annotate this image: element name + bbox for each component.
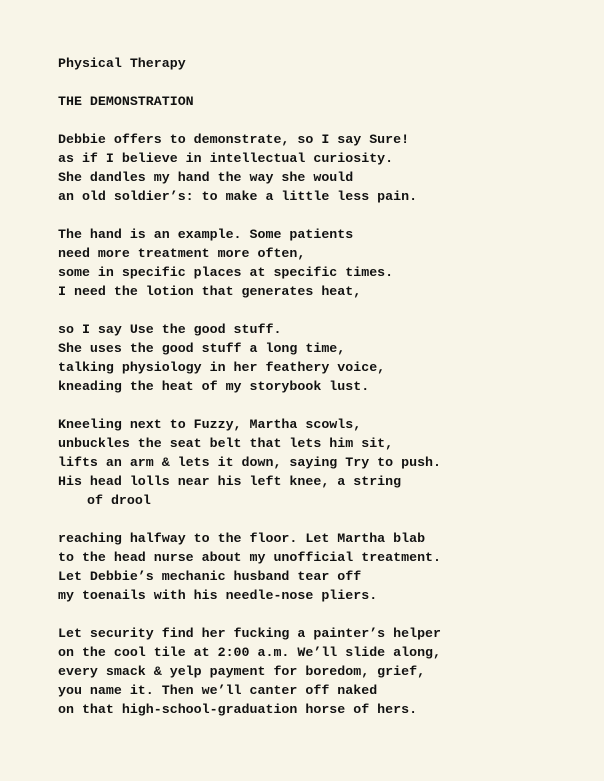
poem-line: you name it. Then we’ll canter off naked [58, 683, 378, 698]
stanza [58, 320, 598, 396]
poem-line: an old soldier’s: to make a little less pain. [58, 189, 418, 204]
poem-line: Let Debbie’s mechanic husband tear off [58, 569, 362, 584]
poem-line: to the head nurse about my unofficial treatment. [58, 550, 442, 565]
poem-line: my toenails with his needle-nose pliers. [58, 588, 378, 603]
poem-line: every smack & yelp payment for boredom, grief, [58, 664, 426, 679]
poem-line: as if I believe in intellectual curiosity. [58, 151, 394, 166]
poem-line: She uses the good stuff a long time, [58, 341, 346, 356]
poem-line: talking physiology in her feathery voice, [58, 360, 386, 375]
stanza [58, 624, 598, 719]
poem-line: lifts an arm & lets it down, saying Try to push. [58, 455, 442, 470]
poem-line: reaching halfway to the floor. Let Martha blab [58, 531, 426, 546]
poem-line: Kneeling next to Fuzzy, Martha scowls, [58, 417, 362, 432]
document-title: Physical Therapy [58, 56, 186, 71]
section-heading: THE DEMONSTRATION [58, 94, 194, 109]
poem-line: some in specific places at specific times. [58, 265, 394, 280]
poem-line: so I say Use the good stuff. [58, 322, 282, 337]
poem-line: kneading the heat of my storybook lust. [58, 379, 370, 394]
poem-line: She dandles my hand the way she would [58, 170, 354, 185]
poem-line: on that high-school-graduation horse of hers. [58, 702, 418, 717]
poem-line-continuation: of drool [87, 493, 151, 508]
poem-line: I need the lotion that generates heat, [58, 284, 362, 299]
stanza [58, 225, 598, 301]
poem-line: unbuckles the seat belt that lets him sit, [58, 436, 394, 451]
poem-line: need more treatment more often, [58, 246, 306, 261]
stanza [58, 415, 598, 510]
poem-line: on the cool tile at 2:00 a.m. We’ll slide along, [58, 645, 442, 660]
document-page [58, 54, 598, 719]
poem-line: Debbie offers to demonstrate, so I say Sure! [58, 132, 410, 147]
stanza [58, 529, 598, 605]
poem-line: His head lolls near his left knee, a string [58, 474, 402, 489]
stanza [58, 130, 598, 206]
poem-line: The hand is an example. Some patients [58, 227, 354, 242]
poem-line: Let security find her fucking a painter’s helper [58, 626, 442, 641]
